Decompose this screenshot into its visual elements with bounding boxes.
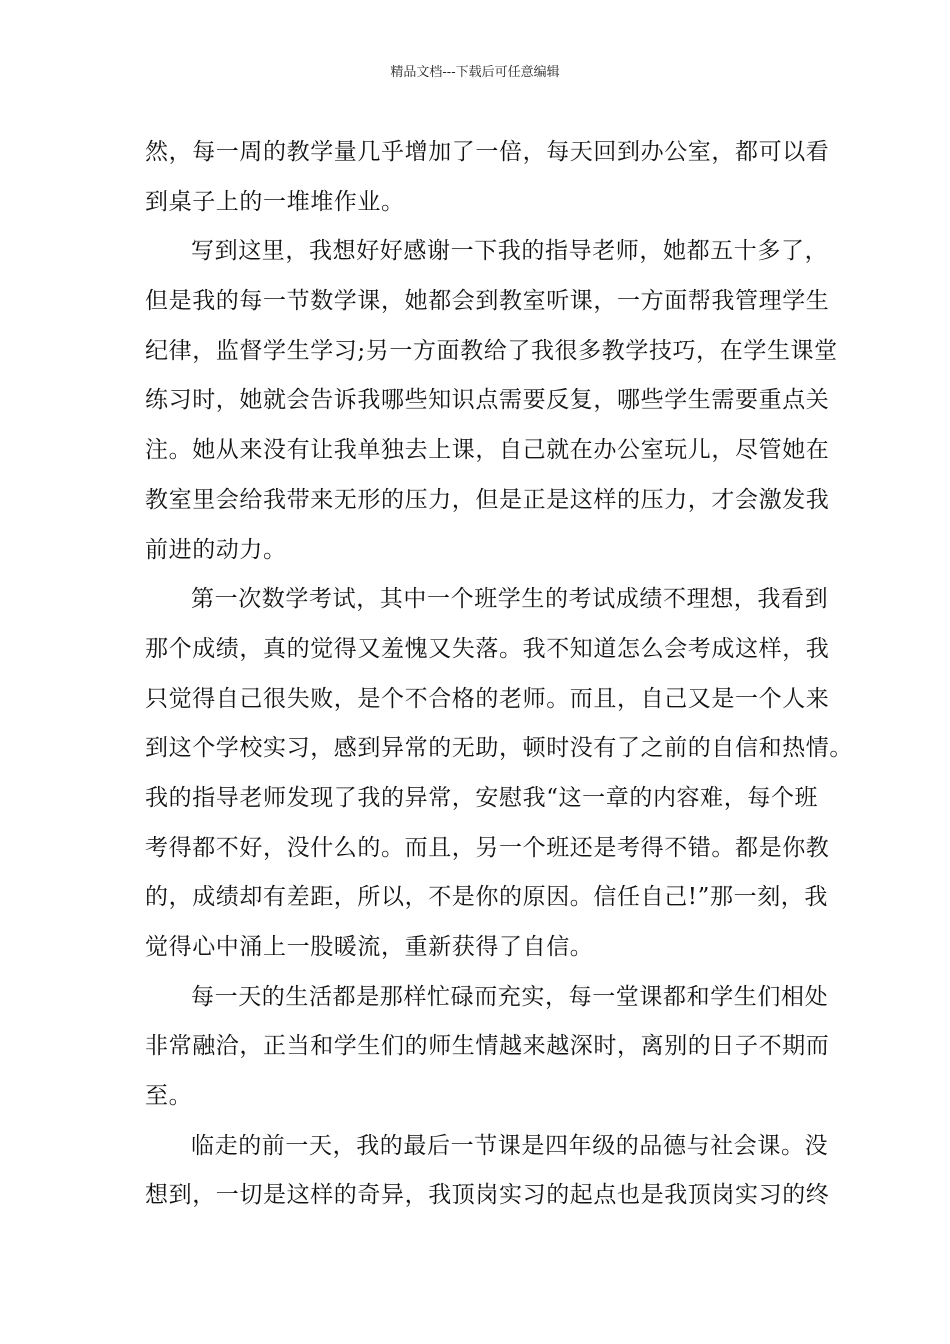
paragraph-start-line: 写到这里，我想好好感谢一下我的指导老师，她都五十多了， [191, 238, 829, 265]
text-line: 考得都不好，没什么的。而且，另一个班还是考得不错。都是你教 [145, 834, 830, 861]
text-line: 只觉得自己很失败，是个不合格的老师。而且，自己又是一个人来 [145, 685, 830, 712]
text-line: 练习时，她就会告诉我哪些知识点需要反复，哪些学生需要重点关 [145, 387, 830, 414]
text-line: 的，成绩却有差距，所以，不是你的原因。信任自己!”那一刻，我 [145, 884, 829, 911]
page-header: 精品文档---下载后可任意编辑 [390, 65, 560, 80]
text-line: 我的指导老师发现了我的异常，安慰我“这一章的内容难，每个班 [145, 784, 819, 811]
text-line: 但是我的每一节数学课，她都会到教室听课，一方面帮我管理学生 [145, 288, 830, 315]
paragraph-start-line: 第一次数学考试，其中一个班学生的考试成绩不理想，我看到 [191, 586, 829, 613]
text-line: 想到，一切是这样的奇异，我顶岗实习的起点也是我顶岗实习的终 [145, 1182, 830, 1209]
text-line: 注。她从来没有让我单独去上课，自己就在办公室玩儿，尽管她在 [145, 437, 830, 464]
text-line: 至。 [145, 1083, 193, 1110]
text-line: 那个成绩，真的觉得又羞愧又失落。我不知道怎么会考成这样，我 [145, 635, 830, 662]
text-line: 教室里会给我带来无形的压力，但是正是这样的压力，才会激发我 [145, 486, 830, 513]
document-body [145, 128, 853, 1221]
paragraph-start-line: 临走的前一天，我的最后一节课是四年级的品德与社会课。没 [191, 1132, 829, 1159]
text-line: 然，每一周的教学量几乎增加了一倍，每天回到办公室，都可以看 [145, 139, 830, 165]
text-line: 前进的动力。 [145, 536, 287, 563]
paragraph-start-line: 每一天的生活都是那样忙碌而充实，每一堂课都和学生们相处 [191, 983, 829, 1010]
text-line: 到这个学校实习，感到异常的无助，顿时没有了之前的自信和热情。 [145, 735, 853, 762]
text-line: 到桌子上的一堆堆作业。 [145, 188, 405, 215]
text-line: 觉得心中涌上一股暖流，重新获得了自信。 [145, 934, 594, 960]
text-line: 非常融洽，正当和学生们的师生情越来越深时，离别的日子不期而 [145, 1033, 830, 1060]
text-line: 纪律，监督学生学习;另一方面教给了我很多教学技巧，在学生课堂 [145, 337, 838, 364]
